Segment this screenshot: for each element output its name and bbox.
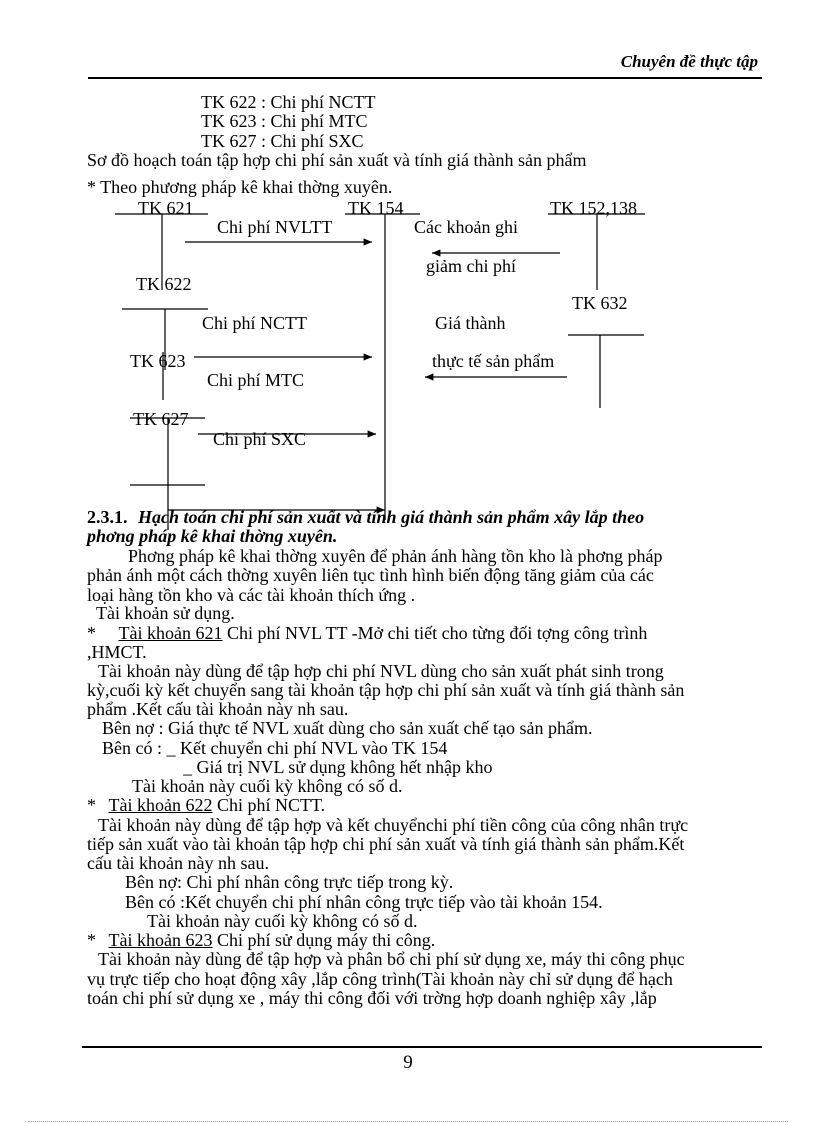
label-cp-nvltt: Chi phí NVLTT xyxy=(217,217,333,237)
header-title: Chuyên đề thực tập xyxy=(620,52,758,71)
ben-no-1: Bên nợ : Giá thực tế NVL xuất dùng cho sản xuất chế tạo sản phẩm. xyxy=(102,718,593,738)
tk622-para-1: Tài khoản này dùng để tập hợp và kết chuyểnchi phí tiền công của công nhân trực xyxy=(98,815,689,835)
method-line: * Theo phương pháp kê khai thờng xuyên. xyxy=(87,177,393,197)
tk622-para-3: cấu tài khoản này nh sau. xyxy=(87,853,269,873)
tk621-para-2: kỳ,cuối kỳ kết chuyển sang tài khoản tập hợp chi phí sản xuất và tính giá thành sản xyxy=(87,680,685,700)
footer-rule xyxy=(82,1046,762,1048)
label-thuc-te-sp: thực tế sản phẩm xyxy=(432,351,555,371)
intro-line-3: TK 627 : Chi phí SXC xyxy=(201,131,364,151)
label-cp-nctt: Chi phí NCTT xyxy=(202,313,308,333)
tk623-para-3: toán chi phí sử dụng xe , máy thi công đối với trờng hợp doanh nghiệp xây ,lắp xyxy=(87,988,657,1008)
tk621-link: Tài khoản 621 xyxy=(118,623,223,643)
section-title-line2: phơng pháp kê khai thờng xuyên. xyxy=(87,526,338,546)
tk621-para-1: Tài khoản này dùng để tập hợp chi phí NVL dùng cho sản xuất phát sinh trong xyxy=(98,661,664,681)
section-heading xyxy=(87,507,644,528)
diagram-title: Sơ đồ hoạch toán tập hợp chi phí sản xuất và tính giá thành sản phẩm xyxy=(87,150,587,170)
label-gia-thanh: Giá thành xyxy=(435,313,506,333)
p1-line-1: Phơng pháp kê khai thờng xuyên để phản ánh hàng tồn kho là phơng pháp xyxy=(128,546,663,566)
tk622-link: Tài khoản 622 xyxy=(108,795,213,815)
tk623-bullet: * xyxy=(87,930,96,950)
tk621-para-3: phẩm .Kết cấu tài khoản này nh sau. xyxy=(87,699,349,719)
label-cac-khoan-ghi: Các khoản ghi xyxy=(414,217,518,237)
tk621-line-2: ,HMCT. xyxy=(87,642,147,662)
tk623-desc: Chi phí sử dụng máy thi công. xyxy=(212,930,436,950)
section-number: 2.3.1. xyxy=(87,507,128,527)
section-title-line1: Hạch toán chi phí sản xuất và tính giá thành sản phẩm xây lắp theo xyxy=(138,507,645,527)
p1-line-3: loại hàng tồn kho và các tài khoản thích ứng . xyxy=(87,585,416,605)
tk621-desc: Chi phí NVL TT -Mở chi tiết cho từng đối tợng công trình xyxy=(222,623,648,643)
page-number: 9 xyxy=(403,1052,413,1073)
label-tk621: TK 621 xyxy=(138,198,194,218)
label-tk623: TK 623 xyxy=(130,351,186,371)
no-balance-2: Tài khoản này cuối kỳ không có số d. xyxy=(147,911,418,931)
tk622-bullet: * xyxy=(87,795,96,815)
intro-line-2: TK 623 : Chi phí MTC xyxy=(201,111,368,131)
label-giam-chi-phi: giảm chi phí xyxy=(426,256,516,276)
tk623-para-2: vụ trực tiếp cho hoạt động xây ,lắp công trình(Tài khoản này chỉ sử dụng để hạch xyxy=(87,969,673,989)
label-cp-mtc: Chi phí MTC xyxy=(207,370,305,390)
label-tk632: TK 632 xyxy=(572,293,628,313)
ben-co-2: Bên có :Kết chuyển chi phí nhân công trực tiếp vào tài khoản 154. xyxy=(125,892,603,912)
ben-co-1a: Bên có : _ Kết chuyển chi phí NVL vào TK 154 xyxy=(102,738,448,758)
tk621-bullet: * xyxy=(87,623,96,643)
tk623-para-1: Tài khoản này dùng để tập hợp và phân bổ chi phí sử dụng xe, máy thi công phục xyxy=(98,949,685,969)
section-title-line2-wrap xyxy=(87,526,337,547)
label-tk627: TK 627 xyxy=(133,409,189,429)
tk-su-dung: Tài khoản sử dụng. xyxy=(96,603,235,623)
bottom-dotted-line xyxy=(28,1121,788,1122)
ben-no-2: Bên nợ: Chi phí nhân công trực tiếp trong kỳ. xyxy=(125,872,454,892)
label-tk154: TK 154 xyxy=(348,198,404,218)
tk622-line xyxy=(87,795,325,815)
label-tk622: TK 622 xyxy=(136,274,192,294)
tk622-para-2: tiếp sản xuất vào tài khoản tập hợp chi phí sản xuất và tính giá thành sản phẩm.Kết xyxy=(87,834,685,854)
intro-line-1: TK 622 : Chi phí NCTT xyxy=(201,92,376,112)
no-balance-1: Tài khoản này cuối kỳ không có số d. xyxy=(132,776,403,796)
ben-co-1b: _ Giá trị NVL sử dụng không hết nhập kho xyxy=(183,757,493,777)
tk622-desc: Chi phí NCTT. xyxy=(212,795,326,815)
tk621-line xyxy=(87,623,647,643)
tk623-line xyxy=(87,930,435,950)
label-cp-sxc: Chi phí SXC xyxy=(213,429,307,449)
label-tk152: TK 152,138 xyxy=(550,198,637,218)
tk623-link: Tài khoản 623 xyxy=(108,930,213,950)
p1-line-2: phản ánh một cách thờng xuyên liên tục tình hình biến động tăng giảm của các xyxy=(87,565,654,585)
